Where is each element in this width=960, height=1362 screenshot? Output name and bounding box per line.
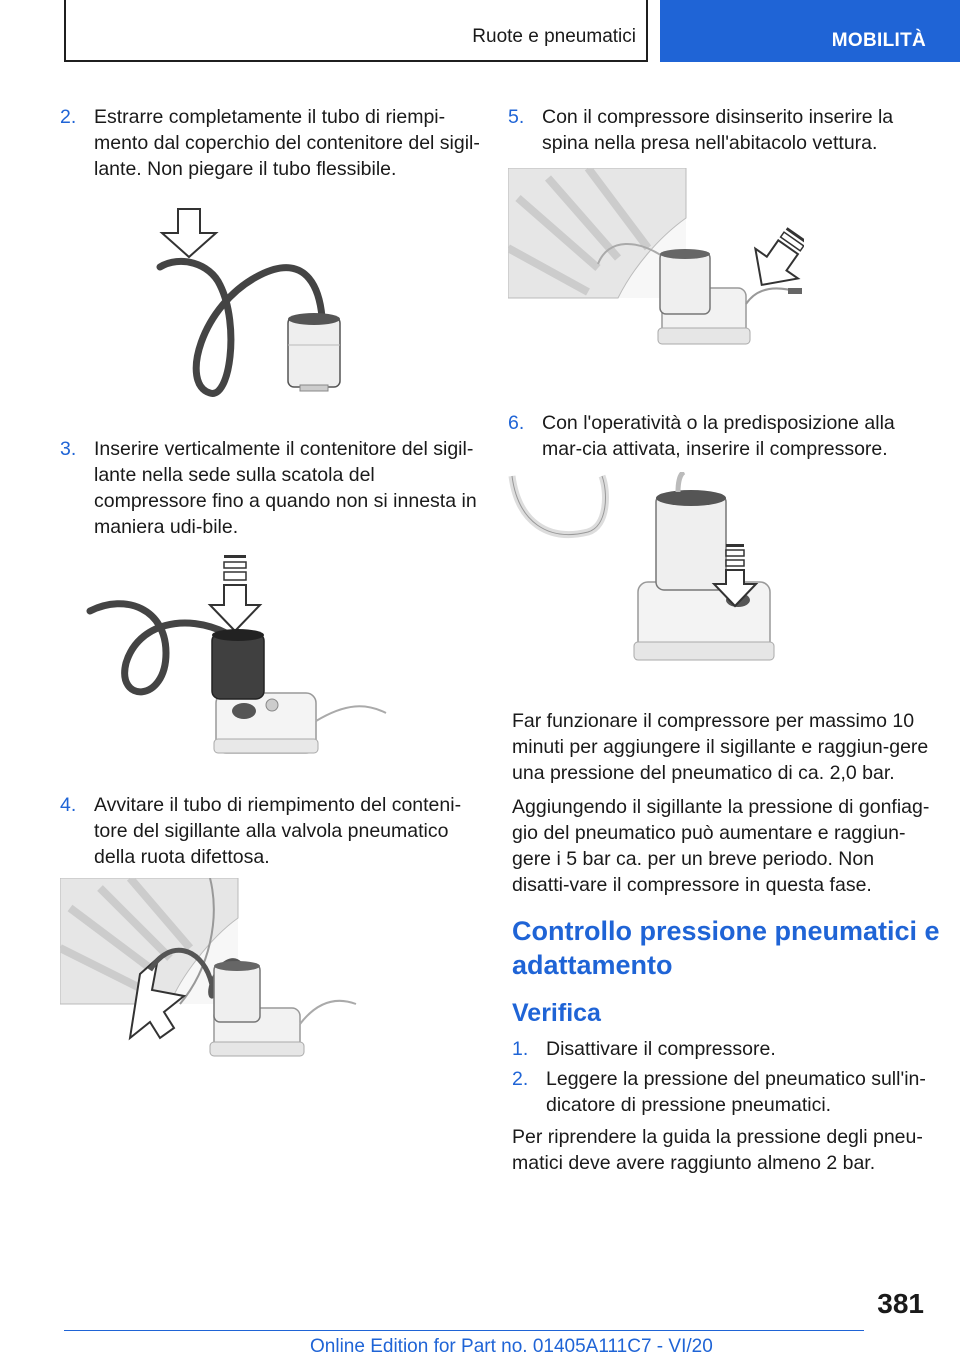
arrow-down-icon <box>210 585 260 631</box>
step-number: 1. <box>512 1038 529 1060</box>
step-2 <box>60 104 486 182</box>
step-5 <box>508 104 932 156</box>
step-3 <box>60 436 486 540</box>
step-number: 4. <box>60 794 77 816</box>
step-text: Estrarre completamente il tubo di riempi-mento dal coperchio del contenitore del sigil-lante. Non piegare il tubo flessibile. <box>94 106 480 180</box>
figure-switch-on-compressor <box>508 472 778 672</box>
section-title: Controllo pressione pneumatici e adattamento <box>512 916 940 980</box>
step-text: Con il compressore disinserito inserire la spina nella presa nell'abitacolo vettura. <box>542 106 894 154</box>
check-step-2 <box>512 1066 932 1118</box>
figure-plug-socket <box>508 168 804 358</box>
step-number: 2. <box>60 106 77 128</box>
step-text: Inserire verticalmente il contenitore del sigil-lante nella sede sulla scatola del compressore fino a quando non si innesta in maniera udi-bile. <box>94 438 477 538</box>
page-number: 381 <box>877 1288 924 1319</box>
step-text: Avvitare il tubo di riempimento del conteni-tore del sigillante alla valvola pneumatico della ruota difettosa. <box>94 794 462 868</box>
step-number: 6. <box>508 412 525 434</box>
step-number: 5. <box>508 106 525 128</box>
header-chapter-label: MOBILITÀ <box>831 30 926 51</box>
footer-edition: Online Edition for Part no. 01405A111C7 - VI/20 <box>310 1336 713 1357</box>
header-section-title: Ruote e pneumatici <box>472 26 636 47</box>
subsection-title: Verifica <box>512 999 601 1027</box>
figure-filling-hose <box>150 205 360 400</box>
figure-attach-hose-valve <box>60 878 360 1064</box>
step-number: 3. <box>60 438 77 460</box>
step-text: Leggere la pressione del pneumatico sull'in-dicatore di pressione pneumatici. <box>546 1068 926 1116</box>
paragraph-pressure-peak: Aggiungendo il sigillante la pressione di gonfiag-gio del pneumatico può aumentare e raggiun-gere i 5 bar ca. per un breve periodo. Non disatti-vare il compressore in questa fase. <box>512 796 930 896</box>
step-text: Disattivare il compressore. <box>546 1038 776 1060</box>
footer-divider <box>64 1330 864 1331</box>
header-chapter-tab[interactable] <box>660 0 960 62</box>
step-number: 2. <box>512 1068 529 1090</box>
step-text: Con l'operatività o la predisposizione alla mar-cia attivata, inserire il compressore. <box>542 412 895 460</box>
header-section-box <box>64 0 648 62</box>
arrow-down-icon <box>162 209 216 257</box>
step-4 <box>60 792 486 870</box>
check-step-1 <box>512 1036 932 1062</box>
paragraph-min-pressure: Per riprendere la guida la pressione degli pneu-matici deve avere raggiunto almeno 2 bar. <box>512 1126 923 1174</box>
figure-insert-container <box>86 553 396 765</box>
step-6 <box>508 410 932 462</box>
paragraph-run-compressor: Far funzionare il compressore per massimo 10 minuti per aggiungere il sigillante e raggiun-gere una pressione del pneumatico di ca. 2,0 bar. <box>512 710 929 784</box>
